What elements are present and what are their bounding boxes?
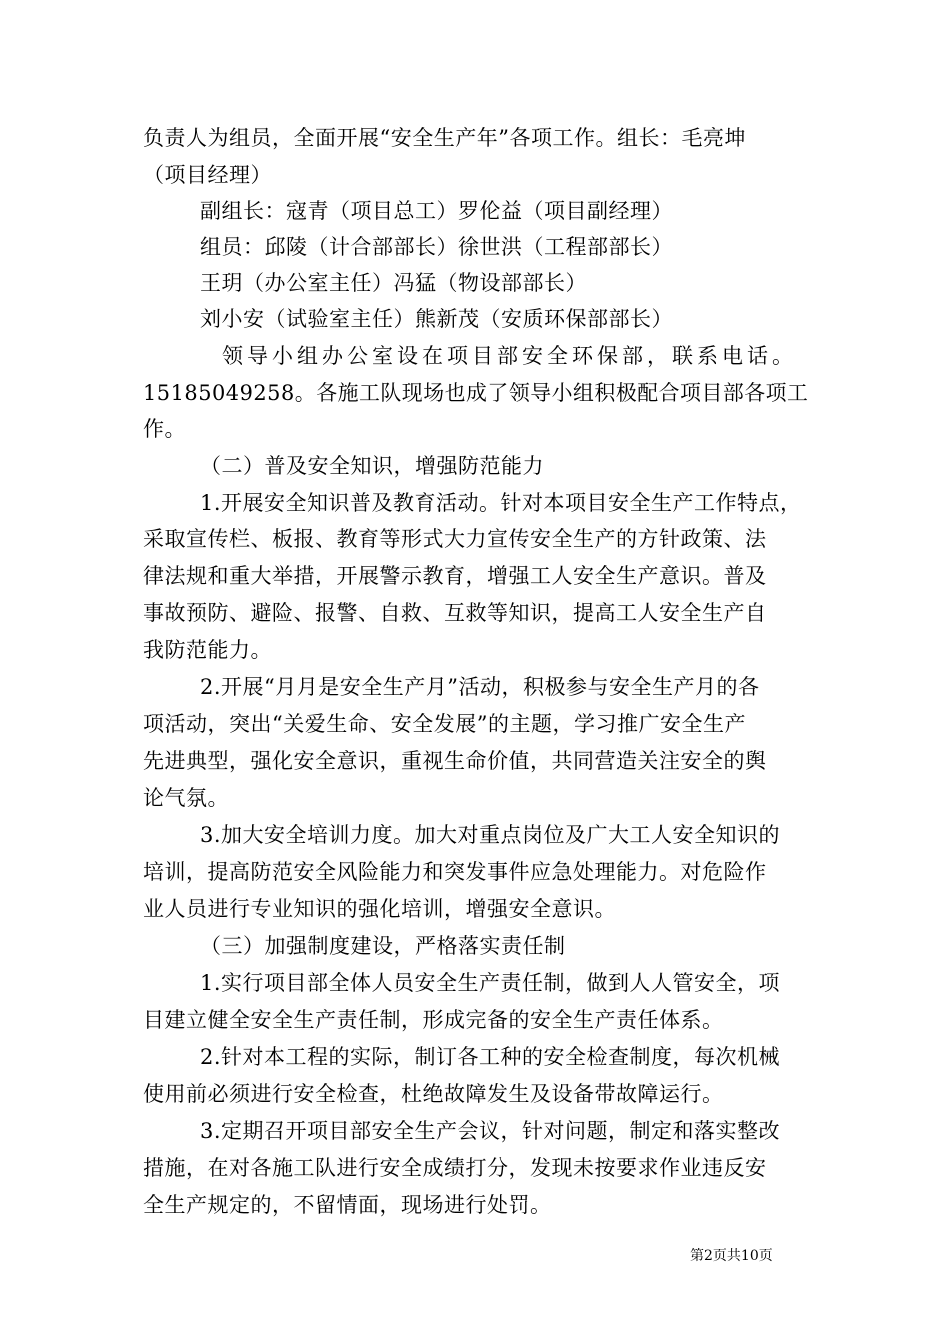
page-number-footer: 第2页共10页 bbox=[690, 1248, 773, 1264]
text-line: 负责人为组员，全面开展“安全生产年”各项工作。组长：毛亮坤 bbox=[143, 126, 746, 150]
text-line: 2.针对本工程的实际，制订各工种的安全检查制度，每次机械 bbox=[200, 1045, 781, 1069]
text-line: 先进典型，强化安全意识，重视生命价值，共同营造关注安全的舆 bbox=[143, 749, 767, 773]
text-line: 组员：邱陵（计合部部长）徐世洪（工程部部长） bbox=[200, 235, 673, 259]
text-line: 使用前必须进行安全检查，杜绝故障发生及设备带故障运行。 bbox=[143, 1082, 724, 1106]
text-line: 论气氛。 bbox=[143, 786, 229, 810]
text-line: 3.加大安全培训力度。加大对重点岗位及广大工人安全知识的 bbox=[200, 823, 781, 847]
text-line: 措施，在对各施工队进行安全成绩打分，发现未按要求作业违反安 bbox=[143, 1156, 767, 1180]
text-line: 培训，提高防范安全风险能力和突发事件应急处理能力。对危险作 bbox=[143, 860, 767, 884]
text-line: 全生产规定的，不留情面，现场进行处罚。 bbox=[143, 1193, 552, 1217]
text-line: 作。 bbox=[143, 417, 186, 441]
text-line: 1.开展安全知识普及教育活动。针对本项目安全生产工作特点， bbox=[200, 491, 802, 515]
text-line: 律法规和重大举措，开展警示教育，增强工人安全生产意识。普及 bbox=[143, 564, 767, 588]
text-line: 15185049258。各施工队现场也成了领导小组积极配合项目部各项工 bbox=[143, 381, 809, 405]
text-line: 目建立健全安全生产责任制，形成完备的安全生产责任体系。 bbox=[143, 1008, 724, 1032]
text-line: 事故预防、避险、报警、自救、互救等知识，提高工人安全生产自 bbox=[143, 601, 767, 625]
text-line: 业人员进行专业知识的强化培训，增强安全意识。 bbox=[143, 897, 616, 921]
section-heading: （二）普及安全知识，增强防范能力 bbox=[200, 454, 544, 478]
text-line: 副组长：寇青（项目总工）罗伦益（项目副经理） bbox=[200, 199, 673, 223]
text-line: 项活动，突出“关爱生命、安全发展”的主题，学习推广安全生产 bbox=[143, 712, 746, 736]
text-line: 领导小组办公室设在项目部安全环保部，联系电话。 bbox=[222, 344, 797, 368]
text-line: 王玥（办公室主任）冯猛（物设部部长） bbox=[200, 271, 587, 295]
section-heading: （三）加强制度建设，严格落实责任制 bbox=[200, 934, 566, 958]
text-line: 采取宣传栏、板报、教育等形式大力宣传安全生产的方针政策、法 bbox=[143, 527, 767, 551]
text-line: 刘小安（试验室主任）熊新茂（安质环保部部长） bbox=[200, 307, 673, 331]
text-line: （项目经理） bbox=[143, 163, 272, 187]
text-line: 3.定期召开项目部安全生产会议，针对问题，制定和落实整改 bbox=[200, 1119, 781, 1143]
text-line: 1.实行项目部全体人员安全生产责任制，做到人人管安全，项 bbox=[200, 971, 781, 995]
text-line: 2.开展“月月是安全生产月”活动，积极参与安全生产月的各 bbox=[200, 675, 760, 699]
text-line: 我防范能力。 bbox=[143, 638, 272, 662]
